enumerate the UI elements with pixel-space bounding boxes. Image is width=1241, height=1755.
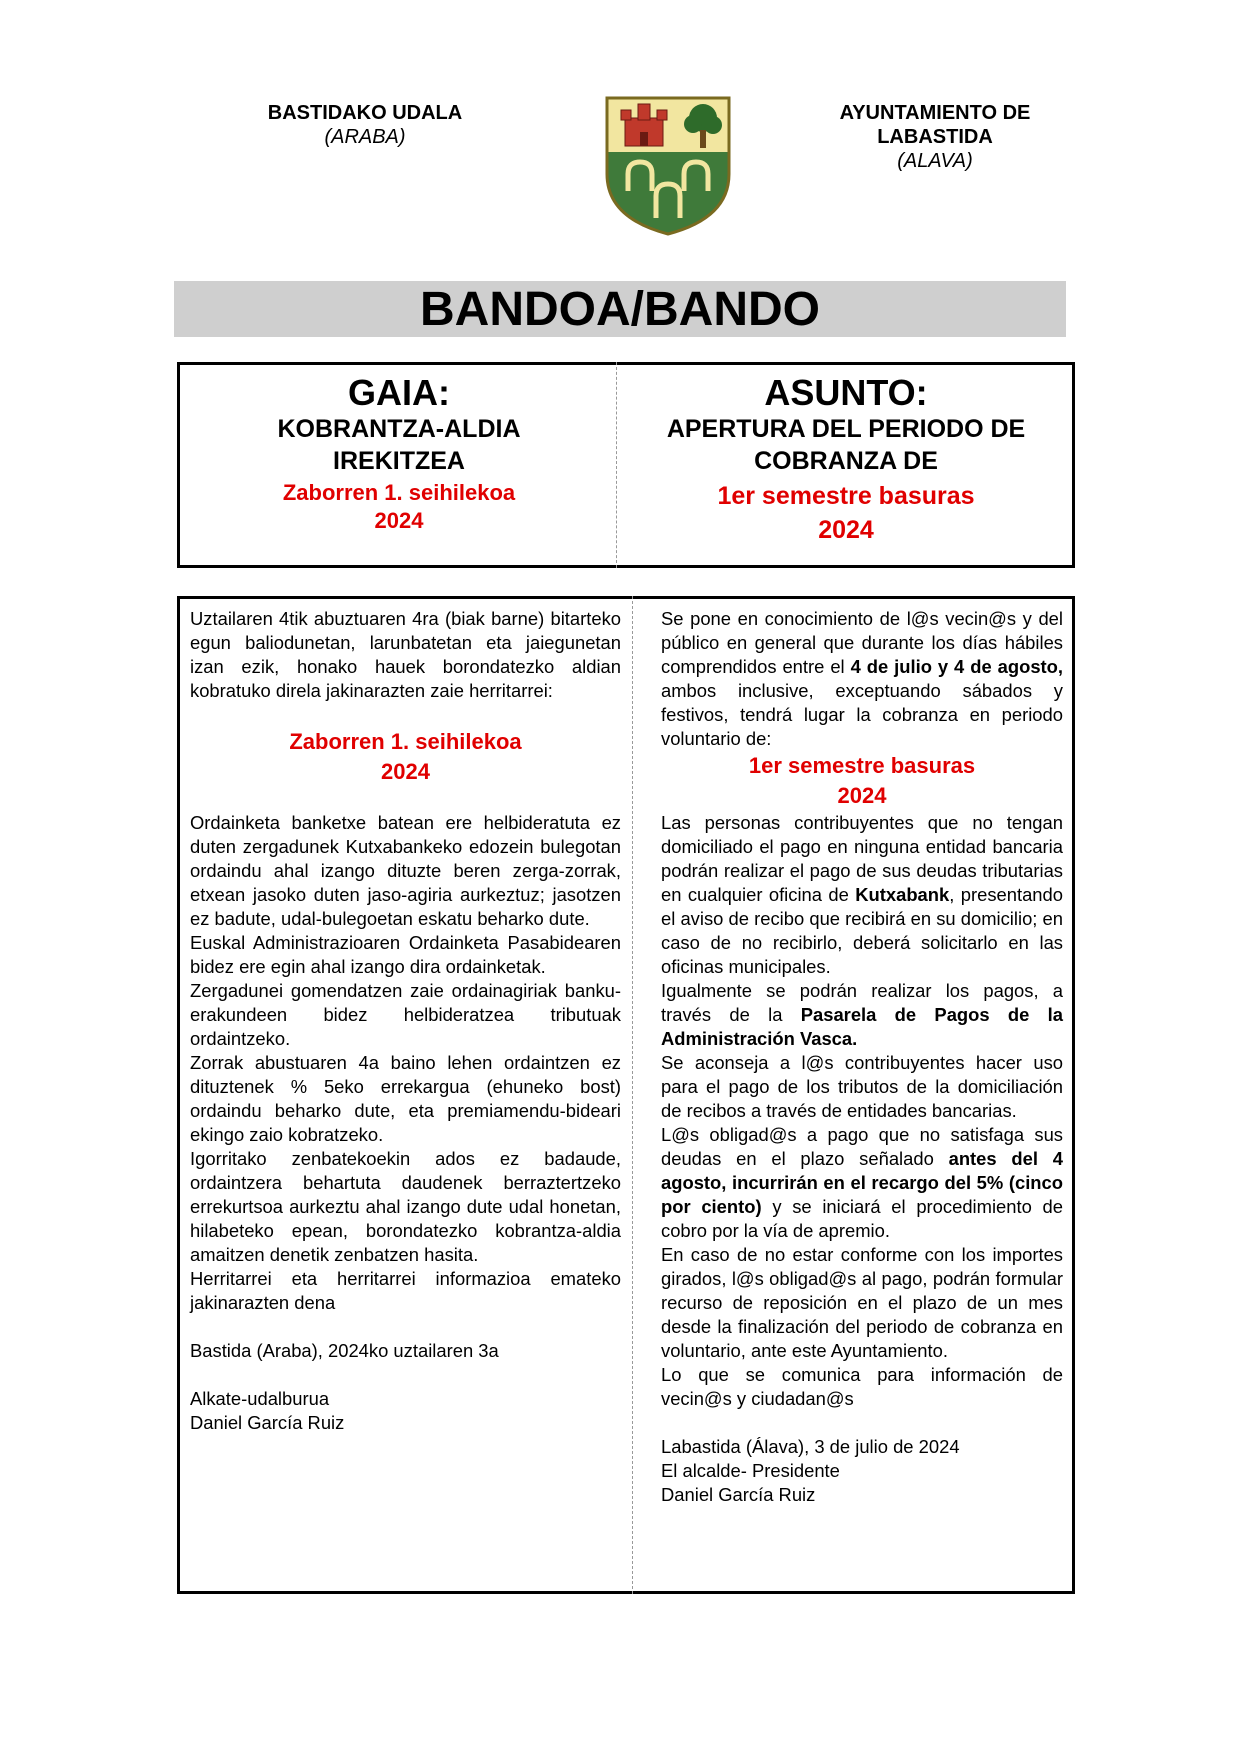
intro-basque: Uztailaren 4tik abuztuaren 4ra (biak barne) bitarteko egun baliodunetan, larunbatetan eta jaiegunetan izan ezik, honako hauek borondatezko aldian kobratuko direla jakinarazten zaie herritarrei:	[190, 608, 621, 701]
intro-spanish: Se pone en conocimiento de l@s vecin@s y del público en general que durante los días hábiles comprendidos entre el 4 de julio y 4 de agosto, ambos inclusive, exceptuando sábados y festivos, tendrá lugar la cobranza en periodo voluntario de:	[661, 608, 1064, 749]
coat-of-arms-icon	[603, 96, 733, 236]
paragraph-2-basque: Euskal Administrazioaren Ordainketa Pasabidearen bidez ere egin ahal izango dira ordainketak.	[190, 932, 621, 977]
subject-label-spanish: ASUNTO:	[764, 372, 928, 413]
subject-concept-spanish: 1er semestre basuras	[717, 482, 975, 510]
body-box	[177, 596, 1075, 1594]
subject-year-spanish: 2024	[818, 516, 874, 544]
municipality-name-spanish-line2: LABASTIDA	[877, 126, 993, 148]
paragraph-3-basque: Zergadunei gomendatzen zaie ordainagiriak banku-erakundeen bidez helbideratzea tributuak ordaintzeko.	[190, 980, 621, 1049]
subject-line1-spanish: APERTURA DEL PERIODO DE	[666, 415, 1026, 443]
paragraph-2-spanish: Igualmente se podrán realizar los pagos, a través de la Pasarela de Pagos de la Administración Vasca.	[661, 980, 1063, 1049]
paragraph-5-basque: Igorritako zenbatekoekin ados ez badaude, ordaintzera behartuta daudenek berraztertzeko errekurtsoa aurkeztu ahal izango dute udal honetan, hilabeteko epean, borondatezko kobrantza-aldia amaitzen denetik zenbatzen hasita.	[190, 1148, 621, 1265]
subject-divider	[616, 362, 617, 568]
paragraph-4-spanish: L@s obligad@s a pago que no satisfaga sus deudas en el plazo señalado antes del 4 agosto, incurrirán en el recargo del 5% (cinco por ciento) y se iniciará el procedimiento de cobro por la vía de apremio.	[661, 1124, 1063, 1241]
subject-line2-basque: IREKITZEA	[333, 447, 465, 475]
concept-spanish: 1er semestre basuras	[748, 753, 976, 778]
subject-box	[177, 362, 1075, 568]
year-basque: 2024	[381, 759, 430, 784]
paragraph-5-spanish: En caso de no estar conforme con los importes girados, l@s obligad@s al pago, podrán formular recurso de reposición en el plazo de un mes desde la finalización del periodo de cobranza en voluntario, ante este Ayuntamiento.	[661, 1244, 1063, 1361]
paragraph-6-basque: Herritarrei eta herritarrei informazioa emateko jakinarazten dena	[190, 1268, 621, 1313]
subject-line2-spanish: COBRANZA DE	[754, 447, 938, 475]
subject-year-basque: 2024	[374, 508, 424, 533]
year-spanish: 2024	[837, 783, 887, 808]
paragraph-4-basque: Zorrak abustuaren 4a baino lehen ordaintzen ez dituztenek % 5eko errekargua (ehuneko bost) ordaindu beharko dute, eta premiamendu-bideari ekingo zaio kobratzeko.	[190, 1052, 621, 1145]
subject-label-basque: GAIA:	[348, 372, 450, 413]
subject-spanish	[620, 373, 1072, 547]
municipality-name-basque: BASTIDAKO UDALA	[267, 102, 463, 124]
paragraph-3-spanish: Se aconseja a l@s contribuyentes hacer uso para el pago de los tributos de la domiciliación de recibos a través de entidades bancarias.	[661, 1052, 1063, 1121]
header-left	[230, 101, 500, 149]
subject-concept-basque: Zaborren 1. seihilekoa	[282, 480, 516, 505]
province-spanish: (ALAVA)	[897, 150, 973, 172]
paragraph-1-spanish: Las personas contribuyentes que no tengan domiciliado el pago en ninguna entidad bancaria podrán realizar el pago de sus deudas tributarias en cualquier oficina de Kutxabank, presentando el aviso de recibo que recibirá en su domicilio; en caso de no recibirlo, deberá solicitarlo en las oficinas municipales.	[661, 812, 1063, 977]
place-date-basque: Bastida (Araba), 2024ko uztailaren 3a	[190, 1340, 499, 1361]
place-date-spanish: Labastida (Álava), 3 de julio de 2024	[661, 1436, 960, 1457]
subject-basque	[182, 373, 616, 535]
signer-name-basque: Daniel García Ruiz	[190, 1412, 345, 1433]
signer-name-spanish: Daniel García Ruiz	[661, 1484, 816, 1505]
signer-role-basque: Alkate-udalburua	[190, 1388, 330, 1409]
municipality-name-spanish-line1: AYUNTAMIENTO DE	[839, 102, 1031, 124]
body-basque-column	[190, 607, 621, 1435]
paragraph-1-basque: Ordainketa banketxe batean ere helbideratuta ez duten zergadunek Kutxabankeko edozein bulegotan ordaindu ahal izango dituzte beren zerga-zorrak, etxean jasoko duten jaso-agiria aurkeztuz; jasotzen ez badute, udal-bulegoetan eskatu beharko dute.	[190, 812, 621, 929]
paragraph-6-spanish: Lo que se comunica para información de vecin@s y ciudadan@s	[661, 1364, 1063, 1409]
concept-basque: Zaborren 1. seihilekoa	[289, 729, 522, 754]
body-spanish-column	[661, 607, 1063, 1507]
body-divider	[632, 596, 633, 1594]
province-basque: (ARABA)	[324, 126, 406, 148]
header-right	[790, 101, 1080, 173]
page-title: BANDOA/BANDO	[174, 281, 1066, 337]
subject-line1-basque: KOBRANTZA-ALDIA	[277, 415, 521, 443]
signer-role-spanish: El alcalde- Presidente	[661, 1460, 840, 1481]
